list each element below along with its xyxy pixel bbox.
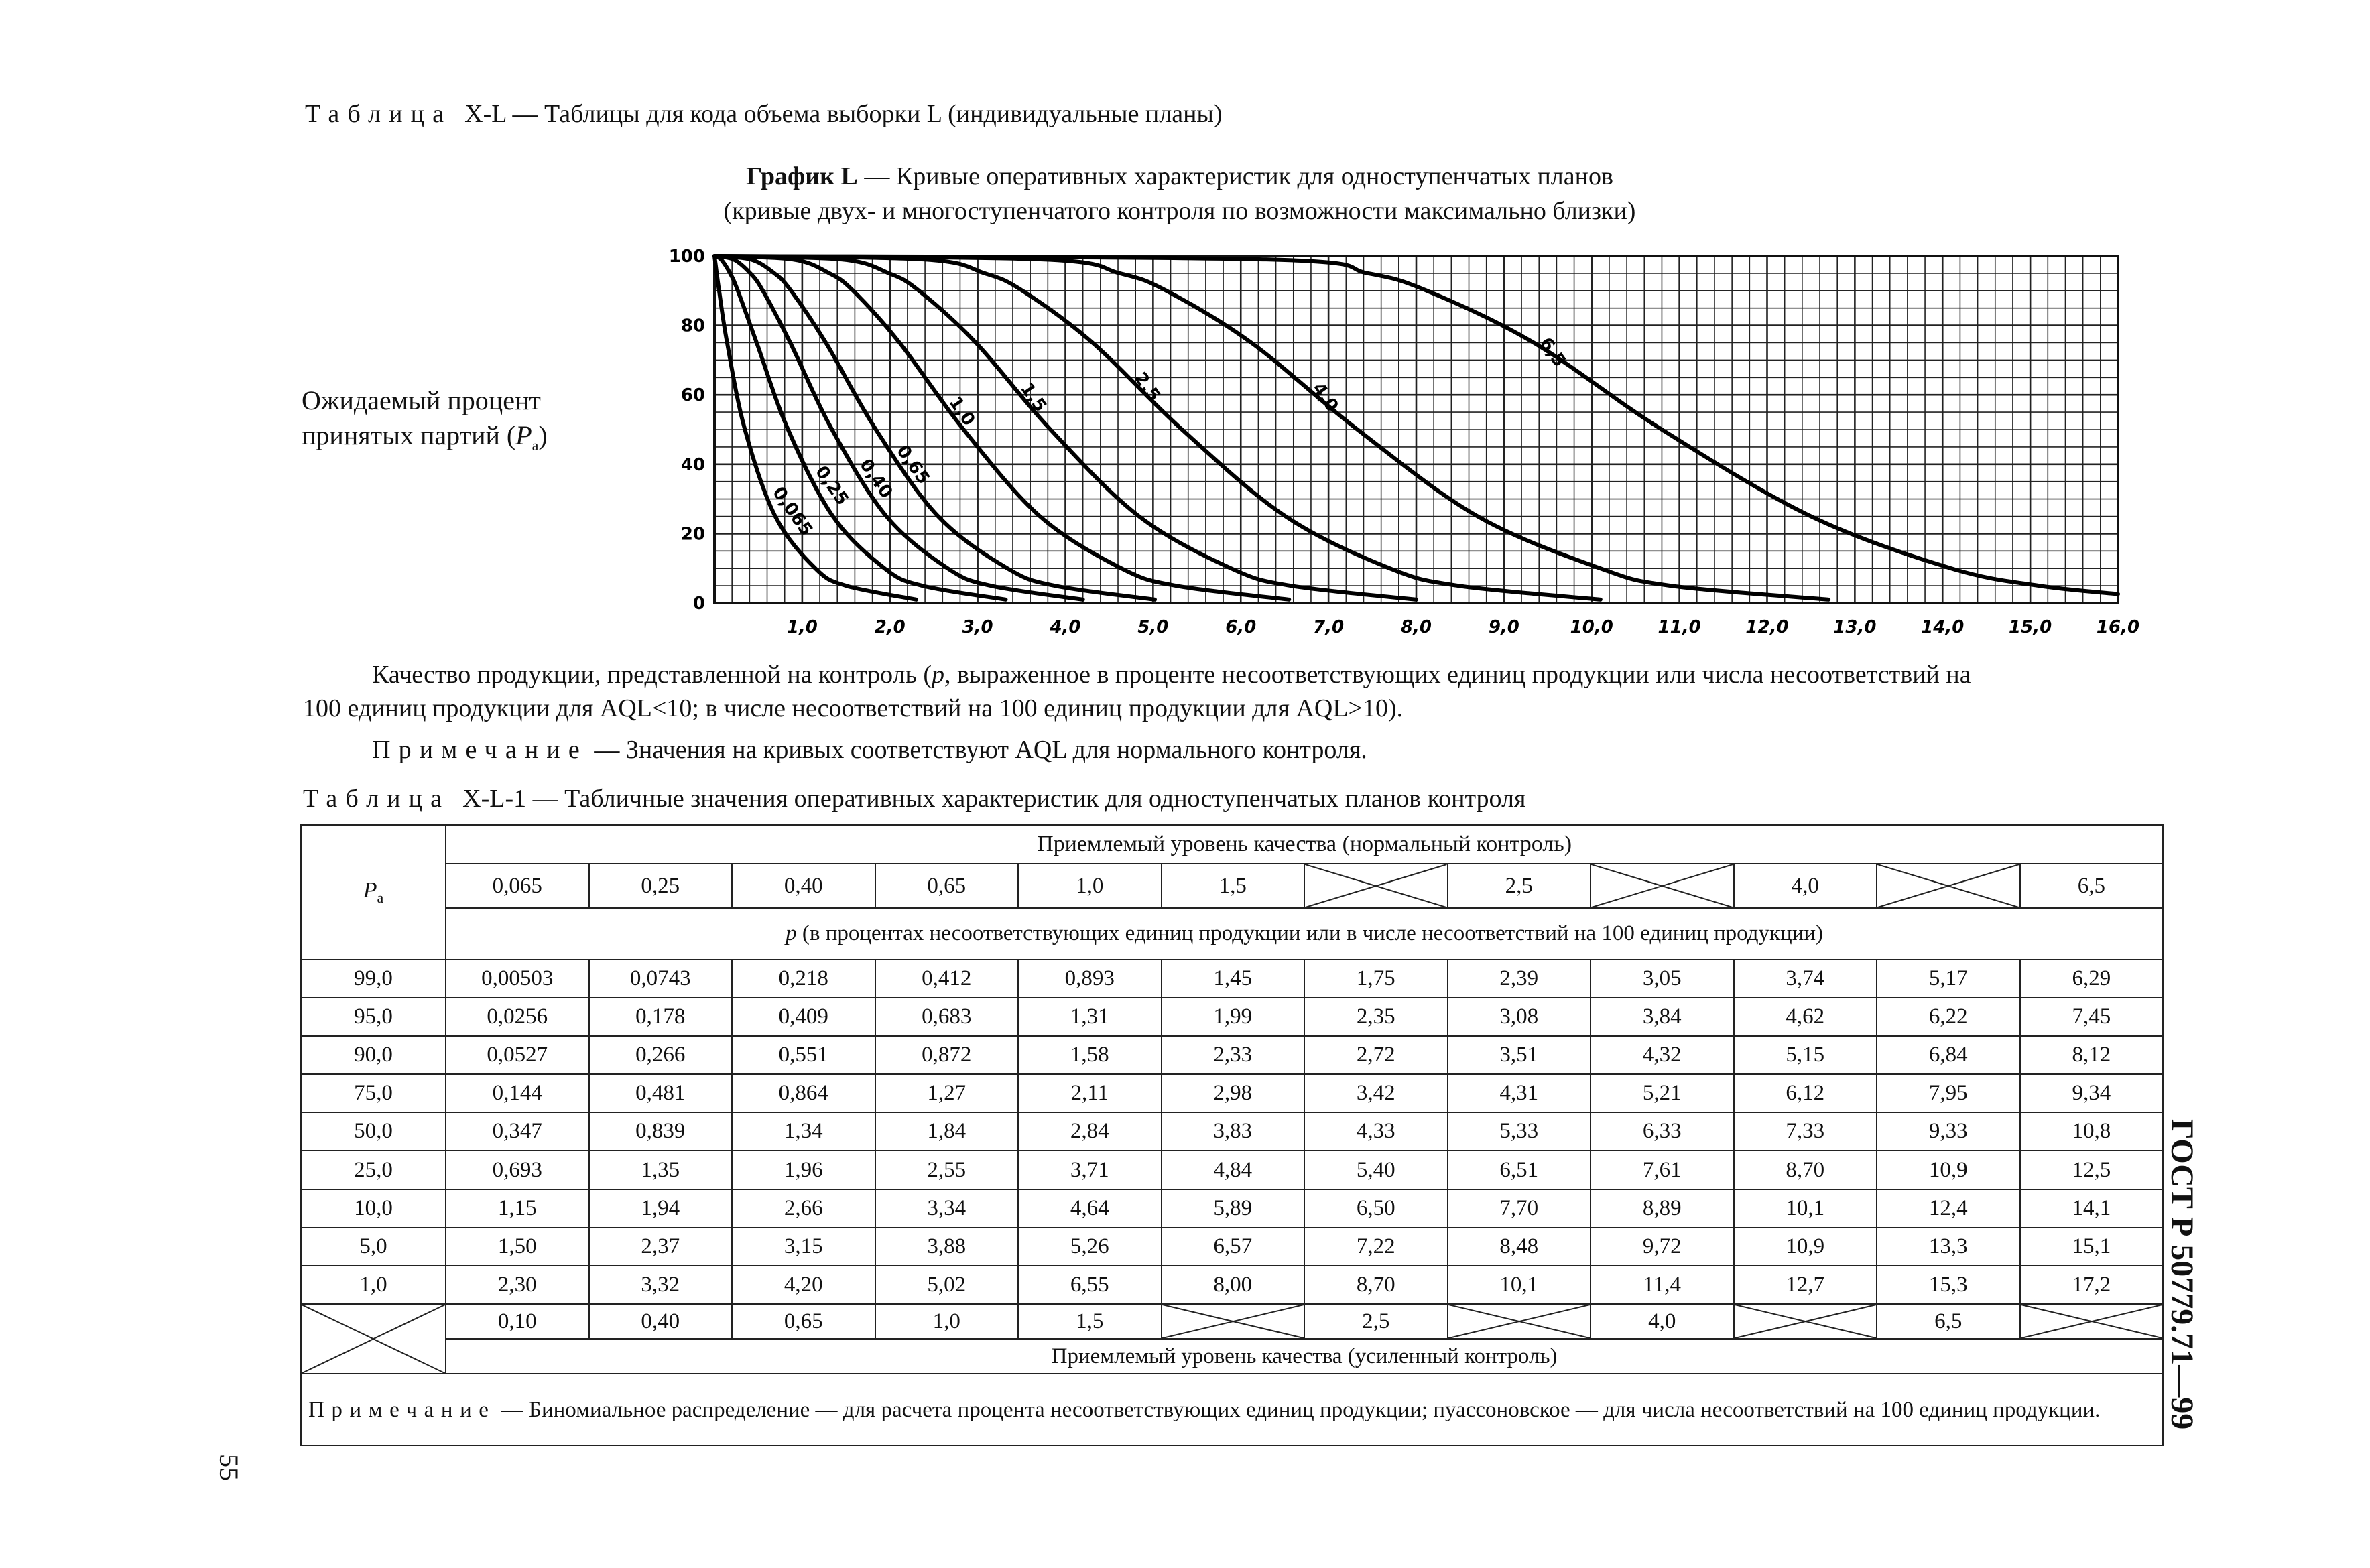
p-value-cell: 8,89: [1591, 1189, 1734, 1228]
p-value-cell: 6,22: [1877, 998, 2020, 1036]
x-tick-label: 16,0: [2096, 617, 2140, 637]
p-value-cell: 0,409: [732, 998, 875, 1036]
p-value-cell: 6,12: [1734, 1074, 1877, 1112]
p-value-cell: 1,99: [1162, 998, 1305, 1036]
p-value-cell: 9,34: [2020, 1074, 2164, 1112]
curve-label: 0,065: [768, 483, 817, 540]
cross-mark-icon: [1305, 864, 1447, 907]
p-value-cell: 1,75: [1304, 960, 1448, 998]
y-axis-label-text: принятых партий (: [302, 420, 516, 450]
y-tick-label: 20: [680, 524, 705, 545]
x-tick-label: 3,0: [962, 617, 993, 637]
p-value-cell: 3,84: [1591, 998, 1734, 1036]
p-value-cell: 4,32: [1591, 1036, 1734, 1074]
aql-normal-cell: 0,65: [875, 864, 1019, 908]
p-value-cell: 7,70: [1448, 1189, 1591, 1228]
pa-value-cell: 90,0: [301, 1036, 446, 1074]
p-value-cell: 6,50: [1304, 1189, 1448, 1228]
p-value-cell: 2,33: [1162, 1036, 1305, 1074]
x-tick-label: 11,0: [1658, 617, 1701, 637]
x-tick-label: 1,0: [786, 617, 818, 637]
pa-value-cell: 99,0: [301, 960, 446, 998]
curve-label: 0,65: [892, 441, 934, 488]
p-value-cell: 0,144: [446, 1074, 589, 1112]
table-row: [301, 1228, 2163, 1266]
table-row: [301, 1189, 2163, 1228]
aql-normal-cell: 0,40: [732, 864, 875, 908]
aql-tightened-cell: 1,5: [1018, 1304, 1162, 1339]
x-tick-label: 15,0: [2009, 617, 2052, 637]
p-value-cell: 0,218: [732, 960, 875, 998]
p-value-cell: 2,39: [1448, 960, 1591, 998]
p-value-cell: 3,05: [1591, 960, 1734, 998]
aql-normal-row: [301, 864, 2163, 908]
p-value-cell: 8,70: [1304, 1266, 1448, 1304]
curve-label: 4,0: [1308, 379, 1343, 416]
cross-mark-icon: [1591, 864, 1733, 907]
p-value-cell: 4,31: [1448, 1074, 1591, 1112]
table-note-cell: [301, 1374, 2163, 1445]
p-value-cell: 1,50: [446, 1228, 589, 1266]
chart-note-text: — Значения на кривых соответствуют AQL для нормального контроля.: [587, 736, 1367, 764]
table-note-label: Примечание: [308, 1397, 496, 1422]
p-value-cell: 0,481: [589, 1074, 733, 1112]
x-axis-description: [303, 658, 2180, 725]
p-value-cell: 2,37: [589, 1228, 733, 1266]
p-value-cell: 6,29: [2020, 960, 2164, 998]
curve-label: 1,0: [944, 393, 979, 430]
pa-value-cell: 95,0: [301, 998, 446, 1036]
p-value-cell: 8,00: [1162, 1266, 1305, 1304]
y-tick-label: 40: [680, 454, 705, 475]
crossed-out-cell: [1591, 864, 1734, 908]
p-value-cell: 4,64: [1018, 1189, 1162, 1228]
cross-mark-icon: [2021, 1305, 2163, 1338]
p-value-cell: 7,22: [1304, 1228, 1448, 1266]
p-value-cell: 1,45: [1162, 960, 1305, 998]
p-value-cell: 1,35: [589, 1151, 733, 1189]
p-value-cell: 2,30: [446, 1266, 589, 1304]
crossed-out-cell: [2020, 1304, 2164, 1339]
table-row: [301, 960, 2163, 998]
p-value-cell: 6,51: [1448, 1151, 1591, 1189]
table-row: [301, 1266, 2163, 1304]
p-value-cell: 15,1: [2020, 1228, 2164, 1266]
aql-tightened-cell: 0,65: [732, 1304, 875, 1339]
x-tick-label: 2,0: [874, 617, 906, 637]
x-tick-label: 6,0: [1225, 617, 1257, 637]
p-value-cell: 11,4: [1591, 1266, 1734, 1304]
y-tick-label: 80: [680, 316, 705, 336]
p-value-cell: 0,551: [732, 1036, 875, 1074]
y-axis-label-line1: Ожидаемый процент: [302, 385, 541, 415]
p-value-cell: 0,412: [875, 960, 1019, 998]
table2-caption-text: X-L-1 — Табличные значения оперативных характеристик для одноступенчатых планов контроля: [462, 785, 1526, 813]
chart-title-bold: График L: [746, 162, 858, 190]
p-value-cell: 7,33: [1734, 1112, 1877, 1151]
x-tick-label: 8,0: [1400, 617, 1432, 637]
p-value-cell: 3,08: [1448, 998, 1591, 1036]
x-axis-description-line2: 100 единиц продукции для AQL<10; в числе несоответствий на 100 единиц продукции для AQL>10).: [303, 694, 1404, 722]
cross-mark-icon: [1877, 864, 2019, 907]
y-axis-label: [302, 383, 548, 463]
aql-normal-cell: 1,0: [1018, 864, 1162, 908]
table-row: [301, 1036, 2163, 1074]
x-tick-label: 4,0: [1050, 617, 1081, 637]
crossed-out-cell: [1448, 1304, 1591, 1339]
p-value-cell: 4,33: [1304, 1112, 1448, 1151]
p-value-cell: 5,21: [1591, 1074, 1734, 1112]
p-value-cell: 5,02: [875, 1266, 1019, 1304]
x-axis-description-line1: [303, 658, 2180, 692]
oc-values-table: [300, 824, 2162, 1446]
curve-label: 1,5: [1016, 379, 1051, 416]
p-value-cell: 7,95: [1877, 1074, 2020, 1112]
curve-label: 6,5: [1535, 334, 1570, 371]
p-value-cell: 1,34: [732, 1112, 875, 1151]
p-value-cell: 0,683: [875, 998, 1019, 1036]
table-row: [301, 1074, 2163, 1112]
aql-normal-cell: 0,25: [589, 864, 733, 908]
p-value-cell: 4,84: [1162, 1151, 1305, 1189]
aql-tightened-cell: 0,40: [589, 1304, 733, 1339]
p-value-cell: 3,83: [1162, 1112, 1305, 1151]
aql-normal-cell: 4,0: [1734, 864, 1877, 908]
p-value-cell: 8,12: [2020, 1036, 2164, 1074]
p-value-cell: 5,17: [1877, 960, 2020, 998]
y-axis-label-line2: [302, 418, 548, 463]
p-value-cell: 10,1: [1734, 1189, 1877, 1228]
p-value-cell: 0,347: [446, 1112, 589, 1151]
p-value-cell: 2,98: [1162, 1074, 1305, 1112]
p-value-cell: 1,94: [589, 1189, 733, 1228]
p-value-cell: 2,84: [1018, 1112, 1162, 1151]
p-value-cell: 0,0743: [589, 960, 733, 998]
p-value-cell: 1,58: [1018, 1036, 1162, 1074]
x-tick-label: 13,0: [1833, 617, 1877, 637]
p-value-cell: 12,4: [1877, 1189, 2020, 1228]
chart-title-line2: (кривые двух- и многоступенчатого контроля по возможности максимально близки): [723, 197, 1636, 225]
crossed-out-cell: [1162, 1304, 1305, 1339]
table-note-text: — Биномиальное распределение — для расчета процента несоответствующих единиц продукции; пуассоновское — для числа несоответствий на 100 единиц продукции.: [495, 1397, 2101, 1422]
p-value-cell: 0,872: [875, 1036, 1019, 1074]
crossed-out-cell: [301, 1304, 446, 1374]
p-value-cell: 0,0527: [446, 1036, 589, 1074]
p-value-cell: 0,00503: [446, 960, 589, 998]
table-caption-label: Таблица: [305, 100, 452, 128]
p-value-cell: 10,8: [2020, 1112, 2164, 1151]
p-symbol: p: [786, 921, 797, 945]
p-value-cell: 10,9: [1877, 1151, 2020, 1189]
p-value-cell: 0,864: [732, 1074, 875, 1112]
crossed-out-cell: [1304, 864, 1448, 908]
aql-normal-cell: 2,5: [1448, 864, 1591, 908]
page-number: 55: [214, 1454, 244, 1481]
curve-label: 0,25: [811, 462, 853, 509]
p-value-cell: 2,55: [875, 1151, 1019, 1189]
p-value-cell: 2,66: [732, 1189, 875, 1228]
p-value-cell: 1,27: [875, 1074, 1019, 1112]
p-value-cell: 7,61: [1591, 1151, 1734, 1189]
p-value-cell: 2,11: [1018, 1074, 1162, 1112]
crossed-out-cell: [1877, 864, 2020, 908]
aql-normal-cell: 6,5: [2020, 864, 2164, 908]
x-tick-label: 14,0: [1921, 617, 1964, 637]
table-note-row: [301, 1374, 2163, 1445]
p-header-text: (в процентах несоответствующих единиц продукции или в числе несоответствий на 100 единиц продукции): [796, 921, 1824, 945]
p-value-cell: 0,0256: [446, 998, 589, 1036]
crossed-out-cell: [1734, 1304, 1877, 1339]
x-axis-description-p: p: [932, 661, 945, 689]
aql-tightened-cell: 6,5: [1877, 1304, 2020, 1339]
p-value-cell: 0,893: [1018, 960, 1162, 998]
x-tick-label: 10,0: [1570, 617, 1613, 637]
table2-caption-label: Таблица: [303, 785, 450, 813]
p-value-cell: 5,26: [1018, 1228, 1162, 1266]
normal-inspection-header: Приемлемый уровень качества (нормальный контроль): [446, 825, 2163, 864]
cross-mark-icon: [1162, 1305, 1304, 1338]
p-value-cell: 1,84: [875, 1112, 1019, 1151]
aql-tightened-cell: 4,0: [1591, 1304, 1734, 1339]
p-value-cell: 5,40: [1304, 1151, 1448, 1189]
table-caption: [305, 99, 1223, 129]
pa-value-cell: 1,0: [301, 1266, 446, 1304]
p-value-cell: 8,70: [1734, 1151, 1877, 1189]
x-tick-label: 5,0: [1137, 617, 1169, 637]
y-axis-label-close: ): [538, 420, 548, 450]
p-value-cell: 3,15: [732, 1228, 875, 1266]
pa-value-cell: 5,0: [301, 1228, 446, 1266]
y-tick-label: 60: [680, 385, 705, 406]
x-tick-label: 9,0: [1488, 617, 1519, 637]
chart-title: [536, 159, 1823, 228]
p-header-cell: [446, 908, 2163, 959]
header-row: [301, 825, 2163, 864]
aql-tightened-cell: 0,10: [446, 1304, 589, 1339]
p-value-cell: 2,72: [1304, 1036, 1448, 1074]
pa-value-cell: 10,0: [301, 1189, 446, 1228]
p-value-cell: 6,57: [1162, 1228, 1305, 1266]
p-value-cell: 4,62: [1734, 998, 1877, 1036]
cross-mark-icon: [302, 1305, 445, 1373]
p-value-cell: 9,33: [1877, 1112, 2020, 1151]
table-row: [301, 998, 2163, 1036]
p-value-cell: 13,3: [1877, 1228, 2020, 1266]
y-axis-label-pa: P: [515, 420, 532, 450]
p-value-cell: 4,20: [732, 1266, 875, 1304]
p-value-cell: 10,1: [1448, 1266, 1591, 1304]
p-value-cell: 0,839: [589, 1112, 733, 1151]
p-value-cell: 5,33: [1448, 1112, 1591, 1151]
tightened-inspection-header: Приемлемый уровень качества (усиленный контроль): [446, 1339, 2163, 1374]
x-tick-label: 7,0: [1313, 617, 1345, 637]
aql-normal-cell: 0,065: [446, 864, 589, 908]
p-value-cell: 8,48: [1448, 1228, 1591, 1266]
p-value-cell: 12,7: [1734, 1266, 1877, 1304]
p-value-cell: 12,5: [2020, 1151, 2164, 1189]
x-tick-label: 12,0: [1745, 617, 1789, 637]
p-value-cell: 5,89: [1162, 1189, 1305, 1228]
chart-title-line1: [536, 159, 1823, 194]
p-value-cell: 14,1: [2020, 1189, 2164, 1228]
p-value-cell: 7,45: [2020, 998, 2164, 1036]
x-axis-description-text2: , выраженное в проценте несоответствующих единиц продукции или числа несоответствий на: [944, 661, 1971, 689]
p-value-cell: 0,266: [589, 1036, 733, 1074]
pa-value-cell: 25,0: [301, 1151, 446, 1189]
aql-tightened-cell: 2,5: [1304, 1304, 1448, 1339]
x-axis-description-text1: Качество продукции, представленной на контроль (: [372, 661, 932, 689]
pa-symbol: P: [363, 877, 377, 903]
p-value-cell: 5,15: [1734, 1036, 1877, 1074]
p-value-cell: 2,35: [1304, 998, 1448, 1036]
p-value-cell: 0,693: [446, 1151, 589, 1189]
p-value-cell: 15,3: [1877, 1266, 2020, 1304]
p-value-cell: 6,33: [1591, 1112, 1734, 1151]
p-value-cell: 3,32: [589, 1266, 733, 1304]
aql-tightened-row: [301, 1304, 2163, 1339]
y-tick-label: 100: [668, 247, 705, 267]
y-tick-label: 0: [692, 594, 705, 614]
p-value-cell: 3,34: [875, 1189, 1019, 1228]
aql-normal-cell: 1,5: [1162, 864, 1305, 908]
p-value-cell: 10,9: [1734, 1228, 1877, 1266]
p-value-cell: 9,72: [1591, 1228, 1734, 1266]
curve-label: 0,40: [855, 455, 897, 503]
p-value-cell: 6,55: [1018, 1266, 1162, 1304]
chart-title-rest: — Кривые оперативных характеристик для одноступенчатых планов: [857, 162, 1613, 190]
p-value-cell: 0,178: [589, 998, 733, 1036]
p-value-cell: 3,51: [1448, 1036, 1591, 1074]
table-row: [301, 1151, 2163, 1189]
document-side-title: ГОСТ Р 50779.71—99: [2164, 1119, 2200, 1430]
p-value-cell: 3,71: [1018, 1151, 1162, 1189]
p-value-cell: 3,42: [1304, 1074, 1448, 1112]
tightened-header-row: [301, 1339, 2163, 1374]
cross-mark-icon: [1448, 1305, 1591, 1338]
curve-label: 2,5: [1129, 369, 1164, 406]
table2-caption: [303, 784, 1525, 813]
aql-tightened-cell: 1,0: [875, 1304, 1019, 1339]
p-value-cell: 1,15: [446, 1189, 589, 1228]
table-caption-text: X-L — Таблицы для кода объема выборки L (индивидуальные планы): [464, 100, 1223, 128]
pa-subscript: a: [377, 889, 384, 906]
chart-note: [372, 735, 1367, 765]
p-value-cell: 1,96: [732, 1151, 875, 1189]
p-value-cell: 3,88: [875, 1228, 1019, 1266]
pa-value-cell: 50,0: [301, 1112, 446, 1151]
chart-note-label: Примечание: [372, 736, 588, 764]
y-axis-label-pa-sub: a: [532, 437, 539, 454]
oc-chart: [664, 241, 2165, 650]
p-value-cell: 6,84: [1877, 1036, 2020, 1074]
p-value-cell: 3,74: [1734, 960, 1877, 998]
table-row: [301, 1112, 2163, 1151]
p-value-cell: 17,2: [2020, 1266, 2164, 1304]
cross-mark-icon: [1735, 1305, 1877, 1338]
p-header-row: [301, 908, 2163, 959]
pa-header-cell: [301, 825, 446, 960]
pa-value-cell: 75,0: [301, 1074, 446, 1112]
p-value-cell: 1,31: [1018, 998, 1162, 1036]
